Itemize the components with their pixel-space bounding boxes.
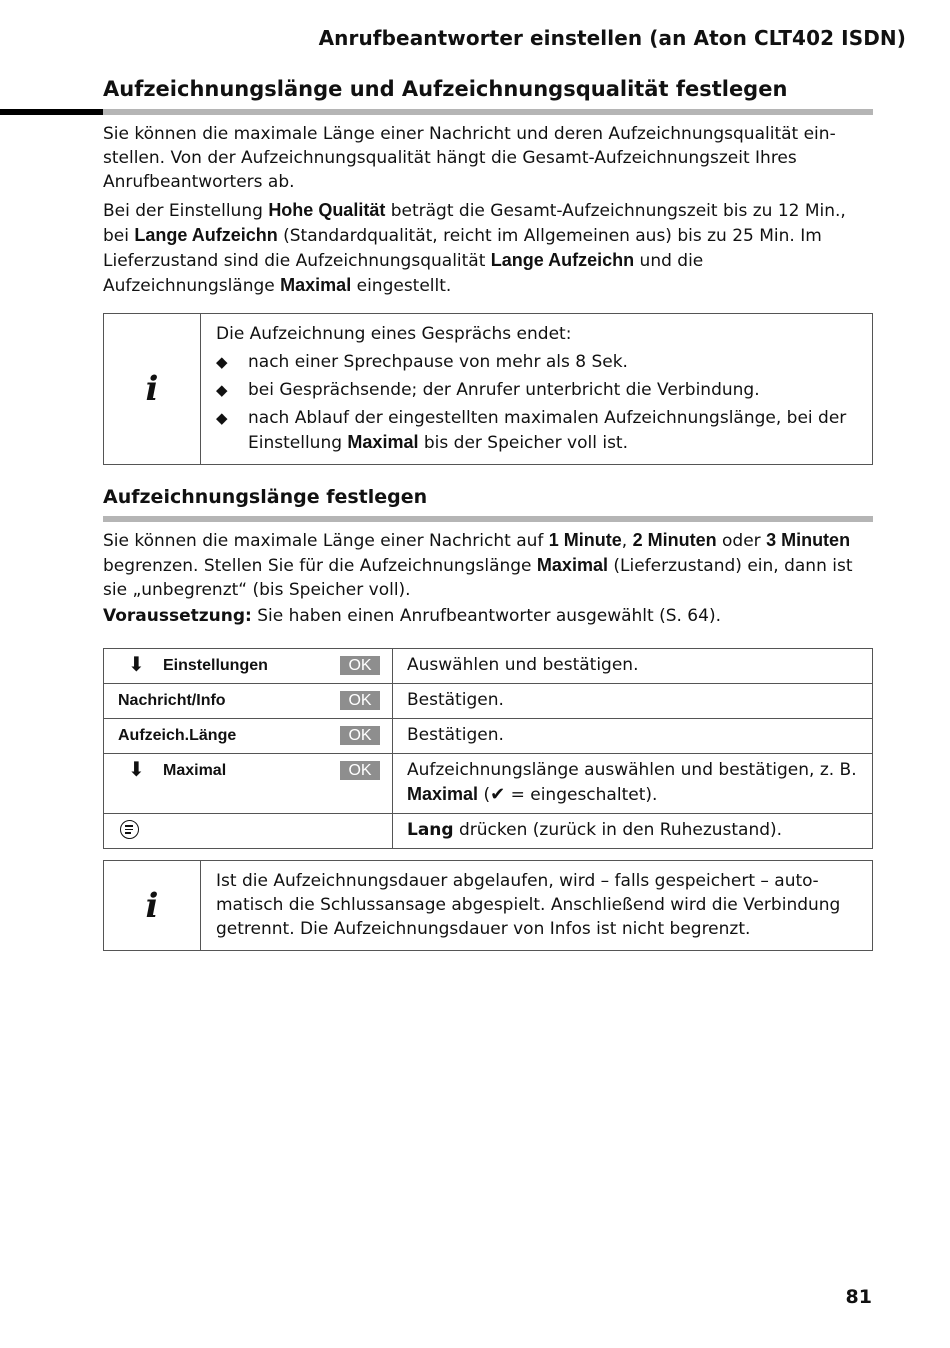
intro-paragraph-1: Sie können die maximale Länge einer Nachricht und deren Aufzeichnungsqualität einstellen. Von der Aufzeichnungsqualität hängt die Gesamt-Aufzeichnungszeit Ihres Anrufbeantworters ab. bbox=[103, 124, 836, 192]
table-row bbox=[104, 649, 873, 684]
step-action: Bestätigen. bbox=[393, 684, 873, 719]
ok-key-badge: OK bbox=[340, 761, 380, 780]
info-box-recording-end bbox=[103, 313, 873, 465]
info-lead: Die Aufzeichnung eines Gesprächs endet: bbox=[216, 324, 572, 344]
subsection-title: Aufzeichnungslänge festlegen bbox=[103, 486, 428, 508]
info-text: Ist die Aufzeichnungsdauer abgelaufen, wird – falls gespeichert – automatisch die Schlussansage abgespielt. Anschließend wird die Verbindung getrennt. Die Aufzeichnungsdauer von Infos ist nicht begrenzt. bbox=[216, 871, 841, 939]
menu-item-label: Maximal bbox=[163, 762, 227, 779]
table-row bbox=[104, 754, 873, 814]
arrow-down-icon: ⬇ bbox=[128, 757, 145, 781]
ok-key-badge: OK bbox=[340, 656, 380, 675]
diamond-bullet-icon: ◆ bbox=[216, 381, 228, 399]
subsection-rule bbox=[103, 516, 873, 522]
step-action: Aufzeichnungslänge auswählen und bestätigen, z. B. Maximal (✔ = eingeschaltet). bbox=[393, 754, 873, 814]
menu-item-label: Einstellungen bbox=[163, 657, 268, 674]
menu-item-label: Nachricht/Info bbox=[118, 692, 226, 709]
step-action: Lang drücken (zurück in den Ruhezustand). bbox=[393, 814, 873, 849]
section-title: Aufzeichnungslänge und Aufzeichnungsqualität festlegen bbox=[103, 77, 788, 101]
info-icon: i bbox=[104, 861, 201, 950]
table-row bbox=[104, 684, 873, 719]
ok-key-badge: OK bbox=[340, 726, 380, 745]
menu-item-label: Aufzeich.Länge bbox=[118, 727, 237, 744]
info-bullet-3: ◆ nach Ablauf der eingestellten maximalen Aufzeichnungslänge, bei der Einstellung Maximal bis der Speicher voll ist. bbox=[216, 408, 847, 453]
diamond-bullet-icon: ◆ bbox=[216, 353, 228, 371]
step-action: Bestätigen. bbox=[393, 719, 873, 754]
subsection-paragraph: Sie können die maximale Länge einer Nachricht auf 1 Minute, 2 Minuten oder 3 Minuten begrenzen. Stellen Sie für die Aufzeichnungslänge Maximal (Lieferzustand) ein, dann ist sie „unbegrenzt“ (bis Speicher voll). bbox=[103, 530, 853, 600]
table-row bbox=[104, 719, 873, 754]
checkmark-icon: ✔ bbox=[490, 784, 506, 805]
info-bullet-1: ◆ nach einer Sprechpause von mehr als 8 Sek. bbox=[216, 352, 628, 372]
table-row bbox=[104, 814, 873, 849]
info-bullet-2: ◆ bei Gesprächsende; der Anrufer unterbricht die Verbindung. bbox=[216, 380, 760, 400]
page-number: 81 bbox=[845, 1286, 872, 1308]
running-header: Anrufbeantworter einstellen (an Aton CLT402 ISDN) bbox=[318, 26, 906, 50]
arrow-down-icon: ⬇ bbox=[128, 652, 145, 676]
section-rule-marker bbox=[0, 109, 103, 115]
ok-key-badge: OK bbox=[340, 691, 380, 710]
end-call-key-icon bbox=[120, 820, 139, 839]
step-action: Auswählen und bestätigen. bbox=[393, 649, 873, 684]
info-box-duration bbox=[103, 860, 873, 951]
diamond-bullet-icon: ◆ bbox=[216, 409, 228, 427]
info-icon: i bbox=[104, 314, 201, 464]
steps-table bbox=[103, 648, 873, 849]
intro-paragraph-2: Bei der Einstellung Hohe Qualität beträgt die Gesamt-Aufzeichnungszeit bis zu 12 Min., bei Lange Aufzeichn (Standardqualität, reicht im Allgemeinen aus) bis zu 25 Min. Im Lieferzustand sind die Aufzeichnungsqualität Lange Aufzeichn und die Aufzeichnungslänge Maximal eingestellt. bbox=[103, 200, 846, 296]
precondition: Voraussetzung: Sie haben einen Anrufbeantworter ausgewählt (S. 64). bbox=[103, 606, 721, 626]
section-rule bbox=[103, 109, 873, 115]
